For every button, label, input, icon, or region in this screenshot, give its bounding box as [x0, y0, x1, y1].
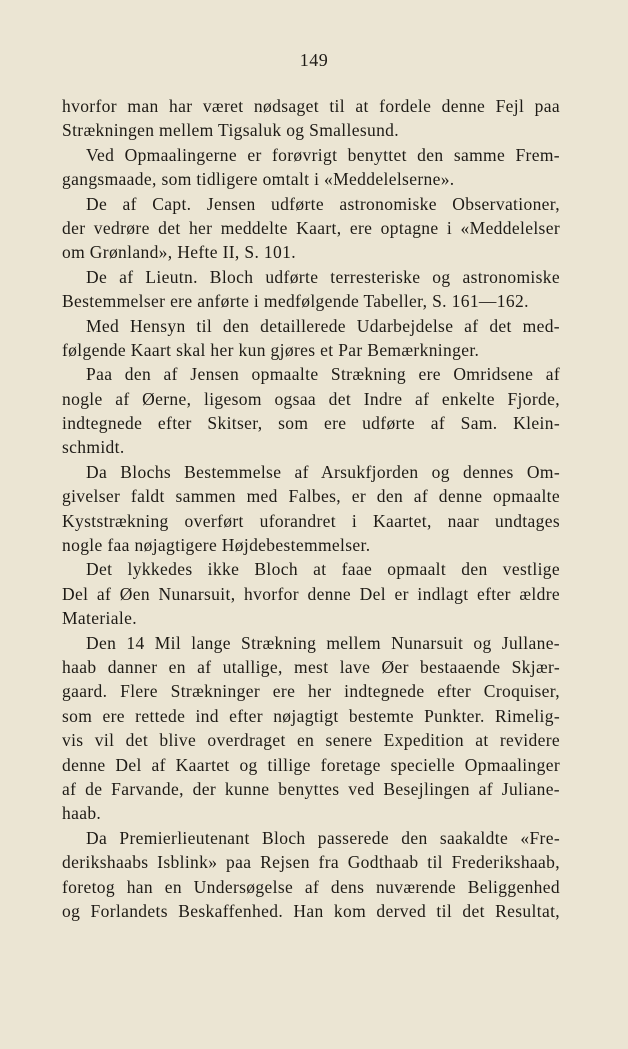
- text-line: Den 14 Mil lange Strækning mellem Nunarsuit og Jullane-: [86, 632, 560, 653]
- text-line: haab.: [62, 803, 102, 824]
- text-line: Da Premierlieutenant Bloch passerede den saakaldte «Fre-: [86, 827, 560, 848]
- text-line: Kyststrækning overført uforandret i Kaartet, naar undtages: [62, 510, 560, 531]
- text-line: denne Del af Kaartet og tillige foretage specielle Opmaalinger: [62, 754, 560, 775]
- text-line: følgende Kaart skal her kun gjøres et Par Bemærkninger.: [62, 339, 480, 360]
- text-line: gaard. Flere Strækninger ere her indtegnede efter Croquiser,: [62, 681, 560, 702]
- text-line: Det lykkedes ikke Bloch at faae opmaalt den vestlige: [86, 559, 560, 580]
- text-line: af de Farvande, der kunne benyttes ved Besejlingen af Juliane-: [62, 778, 560, 799]
- text-line: foretog han en Undersøgelse af dens nuværende Beliggenhed: [62, 876, 560, 897]
- text-line: Strækningen mellem Tigsaluk og Smallesund.: [62, 120, 400, 141]
- body-text: [62, 94, 560, 923]
- text-line: givelser faldt sammen med Falbes, er den af denne opmaalte: [62, 486, 560, 507]
- text-line: som ere rettede ind efter nøjagtigt bestemte Punkter. Rimelig-: [62, 705, 560, 726]
- text-line: der vedrøre det her meddelte Kaart, ere optagne i «Meddelelser: [62, 217, 560, 238]
- text-line: Med Hensyn til den detaillerede Udarbejdelse af det med-: [86, 315, 560, 336]
- text-line: Materiale.: [62, 608, 137, 629]
- text-line: nogle af Øerne, ligesom ogsaa det Indre af enkelte Fjorde,: [62, 388, 560, 409]
- text-line: Del af Øen Nunarsuit, hvorfor denne Del er indlagt efter ældre: [62, 583, 560, 604]
- text-line: schmidt.: [62, 437, 125, 458]
- text-line: haab danner en af utallige, mest lave Øer bestaaende Skjær-: [62, 656, 560, 677]
- text-line: nogle faa nøjagtigere Højdebestemmelser.: [62, 535, 371, 556]
- text-line: gangsmaade, som tidligere omtalt i «Meddelelserne».: [62, 169, 455, 190]
- text-line: Da Blochs Bestemmelse af Arsukfjorden og dennes Om-: [86, 461, 560, 482]
- text-line: om Grønland», Hefte II, S. 101.: [62, 242, 296, 263]
- text-line: Paa den af Jensen opmaalte Strækning ere Omridsene af: [86, 364, 560, 385]
- page-number: 149: [299, 50, 329, 70]
- text-line: Ved Opmaalingerne er forøvrigt benyttet den samme Frem-: [86, 144, 560, 165]
- text-line: derikshaabs Isblink» paa Rejsen fra Godthaab til Frederikshaab,: [62, 852, 560, 873]
- text-line: Bestemmelser ere anførte i medfølgende Tabeller, S. 161—162.: [62, 291, 529, 312]
- text-line: hvorfor man har været nødsaget til at fordele denne Fejl paa: [62, 96, 560, 116]
- text-line: De af Capt. Jensen udførte astronomiske Observationer,: [86, 193, 560, 214]
- text-line: og Forlandets Beskaffenhed. Han kom derved til det Resultat,: [62, 900, 560, 921]
- text-line: indtegnede efter Skitser, som ere udførte af Sam. Klein-: [62, 413, 560, 434]
- text-line: vis vil det blive overdraget en senere Expedition at revidere: [62, 730, 560, 751]
- text-line: De af Lieutn. Bloch udførte terresteriske og astronomiske: [86, 266, 560, 287]
